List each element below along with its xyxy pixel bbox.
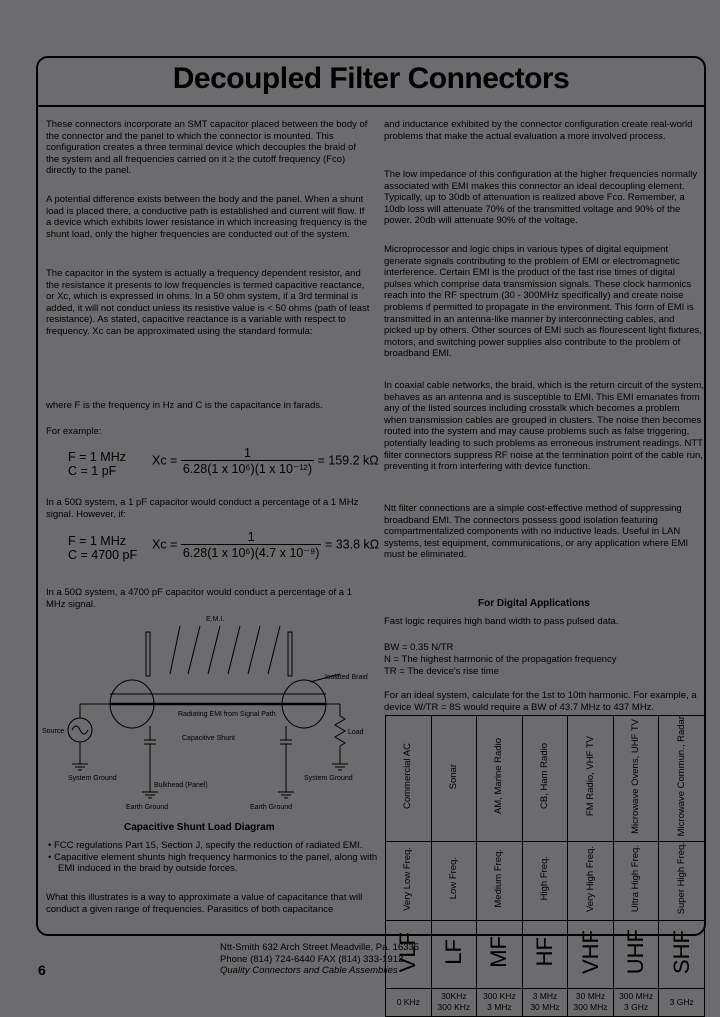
example1-result: = 159.2 kΩ — [317, 453, 379, 468]
example1-numerator: 1 — [181, 446, 314, 461]
range-high: 300 KHz — [437, 1002, 471, 1013]
page-number: 6 — [38, 962, 46, 978]
range-high: 3 GHz — [624, 1002, 649, 1013]
range-low: 0 KHz — [396, 996, 420, 1007]
table-cell-band: UHF — [623, 929, 649, 975]
right-paragraph-3: Microprocessor and logic chips in various types of digital equipment generate signals contributing to the problem of EMI or electromagnetic interference. Certain EMI is the product of the fast rise times of digital pulses which comprise data transmission signals. These clock harmonics reach into the RF spectrum (30 - 300MHz specifically) and create noise problems if permitted to propagate in the environment. This form of EMI is transmitted in an antenna-like manner by interconnecting cables, and picked up by others. Other sources of EMI such as flourescent light fixtures, motors, and switching power supplies also contribute to the problem of broadband EMI. — [384, 244, 702, 360]
example2-xc: Xc = — [152, 537, 178, 552]
emi-arrow — [248, 626, 260, 674]
digital-applications-heading: For Digital Applications — [478, 598, 590, 609]
table-cell-name: Medium Freq. — [493, 849, 505, 908]
emi-label: E.M.I. — [206, 616, 225, 623]
left-paragraph-4: where F is the frequency in Hz and C is the capacitance in farads. — [46, 400, 323, 411]
bullet-item: • Capacitive element shunts high frequency harmonics to the panel, along with EMI induced in the braid by outside forces. — [48, 851, 378, 875]
table-row-names — [386, 842, 705, 920]
page-title: Decoupled Filter Connectors — [172, 62, 570, 95]
load-label: Load — [348, 729, 364, 736]
bullet-list — [48, 840, 378, 875]
table-cell-use: CB, Ham Radio — [538, 743, 550, 810]
bw-tr-definition: TR = The device's rise time — [384, 666, 499, 677]
left-paragraph-6: In a 50Ω system, a 4700 pF capacitor would conduct a percentage of a 1 MHz signal. — [46, 587, 353, 610]
range-low: 3 MHz — [532, 991, 558, 1002]
panel-post-left — [146, 632, 150, 676]
example2-frequency: F = 1 MHz — [68, 534, 126, 548]
earth-ground-left-label: Earth Ground — [126, 804, 169, 811]
system-ground-right-label: System Ground — [304, 775, 353, 782]
example1-denominator: 6.28(1 x 10⁶)(1 x 10⁻¹²) — [182, 462, 313, 476]
capacitive-shunt-label: Capacitive Shunt — [182, 735, 235, 742]
example2-equation — [152, 530, 379, 560]
table-cell-use: Commercial AC — [402, 743, 414, 810]
range-low: 300 MHz — [619, 991, 654, 1002]
example1-xc: Xc = — [152, 453, 178, 468]
table-cell-band: HF — [531, 937, 557, 967]
load-resistor — [335, 716, 345, 746]
table-cell-use: Microwave Ovens, UHF TV — [630, 718, 642, 834]
example1-capacitance: C = 1 pF — [68, 464, 117, 478]
range-low: 30 MHz — [575, 991, 606, 1002]
table-cell-band: VLF — [395, 931, 421, 972]
example1-frequency: F = 1 MHz — [68, 450, 126, 464]
title-divider — [36, 105, 706, 107]
footer-line-phone: Phone (814) 724-6440 FAX (814) 333-1912 — [220, 953, 404, 965]
table-cell-use: Microwave Commun., Radar — [675, 716, 687, 837]
emi-arrow — [188, 626, 200, 674]
table-cell-name: Low Freq. — [447, 857, 459, 900]
table-cell-use: FM Radio, VHF TV — [584, 736, 596, 817]
emi-arrow — [268, 626, 280, 674]
range-high: 300 MHz — [573, 1002, 608, 1013]
sine-wave-icon — [72, 726, 88, 734]
range-low: 30KHz — [441, 991, 467, 1002]
range-high: 3 MHz — [487, 1002, 512, 1013]
source-label: Source — [42, 728, 65, 735]
emi-arrow — [208, 626, 220, 674]
table-cell-name: Super High Freq. — [675, 842, 687, 915]
right-paragraph-6: Fast logic requires high band width to pass pulsed data. — [384, 616, 619, 627]
table-cell-name: Very Low Freq. — [402, 846, 414, 911]
right-paragraph-5: Ntt filter connections are a simple cost-effective method of suppressing broadband EMI. The connectors possess good isolation featuring compartmentalized components with no inductive leads. Useful in LAN systems, test equipment, communications, or any application where EMI must be eliminated. — [384, 503, 689, 561]
earth-ground-right-label: Earth Ground — [250, 804, 293, 811]
emi-arrow — [228, 626, 240, 674]
panel-post-right — [288, 632, 292, 676]
example2-capacitance: C = 4700 pF — [68, 548, 138, 562]
left-paragraph-1: These connectors incorporate an SMT capacitor placed between the body of the connector and the panel to which the connector is mounted. This configuration creates a three terminal device which decouples the braid of the system and all frequencies carried on it ≥ the cutoff frequency (Fco) directly to the panel. — [46, 119, 368, 177]
left-paragraph-7: What this illustrates is a way to approximate a value of capacitance that will conduct a given range of frequencies. Parasitics of both capacitance — [46, 892, 363, 915]
emi-arrow — [170, 626, 180, 674]
table-cell-band: SHF — [668, 929, 694, 974]
bw-n-definition: N = The highest harmonic of the propagation frequency — [384, 654, 617, 665]
system-ground-left-label: System Ground — [68, 775, 117, 782]
example-label: For example: — [46, 426, 102, 437]
example1-values — [68, 450, 126, 478]
example1-equation — [152, 446, 379, 476]
capacitive-shunt-diagram — [40, 612, 370, 817]
table-row-ranges — [386, 988, 705, 1016]
right-paragraph-7: For an ideal system, calculate for the 1st to 10th harmonic. For example, a device W/TR = 8S would require a BW of 43.7 MHz to 437 MHz. — [384, 690, 697, 713]
footer-line-address: Ntt-Smith 632 Arch Street Meadville, Pa. 16335 — [220, 942, 420, 953]
table-cell-name: High Freq. — [538, 856, 550, 901]
example2-denominator: 6.28(1 x 10⁶)(4.7 x 10⁻⁹) — [182, 546, 320, 560]
range-high: 30 MHz — [530, 1002, 560, 1013]
right-paragraph-4: In coaxial cable networks, the braid, which is the return circuit of the system, behaves as an antenna and is susceptible to EMI. This EMI emanates from any of the listed sources including crosstalk which becomes a problem when transmission cables are grouped in clusters. The noise then becomes routed into the system and may cause problems such as false triggering, potentially leading to such problems as erroneous instrument readings. NTT filter connectors suppress RF noise at the termination point of the cable run, preventing it from interfering with device function. — [384, 380, 704, 473]
radiating-emi-label: Radiating EMI from Signal Path — [178, 711, 276, 718]
range-low: 3 GHz — [669, 996, 694, 1007]
bulkhead-label: Bulkhead (Panel) — [154, 782, 208, 789]
example2-values — [68, 534, 137, 562]
isolated-braid-label: Isolated Braid — [325, 674, 368, 681]
bullet-item: • FCC regulations Part 15, Section J, specify the reduction of radiated EMI. — [48, 840, 363, 851]
table-cell-band: LF — [440, 938, 466, 965]
range-low: 300 KHz — [483, 991, 516, 1002]
right-paragraph-1: and inductance exhibited by the connector configuration create real-world problems that make the actual evaluation a more involved process. — [384, 119, 693, 142]
table-cell-name: Very High Freq. — [584, 845, 596, 912]
left-paragraph-5: In a 50Ω system, a 1 pF capacitor would conduct a percentage of a 1 MHz signal. However, if: — [46, 497, 359, 520]
table-cell-use: Sonar — [447, 763, 459, 789]
example2-result: = 33.8 kΩ — [324, 537, 380, 552]
left-paragraph-2: A potential difference exists between the body and the panel. When a shunt load is placed there, a conductive path is established and current will flow. If a device which exhibits lower resistance in which increasing frequency is the shunt load, only the higher frequencies are conducted out of the system. — [46, 194, 368, 240]
table-cell-band: MF — [486, 935, 512, 968]
table-cell-band: VHF — [577, 929, 603, 974]
diagram-caption: Capacitive Shunt Load Diagram — [124, 822, 275, 833]
example2-numerator: 1 — [181, 530, 322, 545]
footer-line-tagline: Quality Connectors and Cable Assemblies — [220, 965, 398, 977]
table-cell-use: AM, Marine Radio — [493, 738, 505, 815]
right-paragraph-2: The low impedance of this configuration at the higher frequencies normally associated with EMI makes this connector an ideal decoupling element. Typically, up to 30db of attenuation is realized above Fco. Remember, a 10db loss will attenuate 70% of the transmitted voltage and 90% of the power. 20db will attenuate 90% of the voltage. — [384, 169, 698, 227]
table-row-uses — [386, 716, 705, 842]
bw-formula: BW = 0.35 N/TR — [384, 642, 454, 653]
footer-address — [220, 942, 520, 977]
left-paragraph-3: The capacitor in the system is actually a frequency dependent resistor, and the resistance it presents to low frequencies is termed capacitive reactance, or Xc, which is expressed in ohms. In a 50 ohm system, if a 3rd terminal is added, it will not conduct unless its resistive value is < 50 ohms (path of least resistance). As stated, capacitive reactance is a variable with respect to frequency. Xc can be approximated using the standard formula: — [46, 268, 370, 337]
table-cell-name: Ultra High Freq. — [630, 845, 642, 913]
